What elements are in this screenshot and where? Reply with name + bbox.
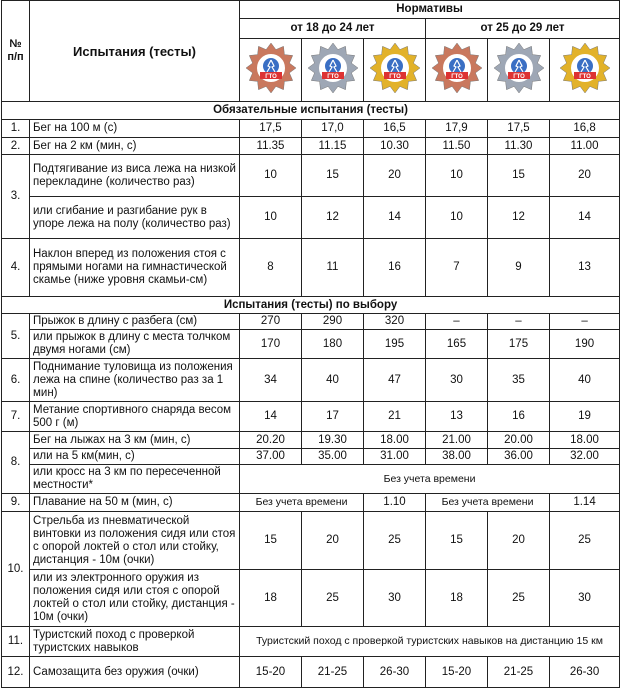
norm-value: 10 xyxy=(240,155,302,197)
test-name: или сгибание и разгибание рук в упоре лежа на полу (количество раз) xyxy=(30,197,240,239)
norm-value: 15-20 xyxy=(240,657,302,688)
table-row xyxy=(2,402,620,432)
table-row xyxy=(2,465,620,494)
norm-value: 25 xyxy=(364,512,426,570)
norm-value: 15 xyxy=(302,155,364,197)
norm-value: 18.00 xyxy=(550,432,620,449)
norm-value: 18 xyxy=(240,570,302,627)
norm-value: 20 xyxy=(302,512,364,570)
norm-value: 20 xyxy=(488,512,550,570)
tests-header: Испытания (тесты) xyxy=(30,1,240,102)
norm-value: 11.00 xyxy=(550,138,620,155)
table-row xyxy=(2,239,620,297)
norm-value: 36.00 xyxy=(488,449,550,465)
test-name: или кросс на 3 км по пересеченной местности* xyxy=(30,465,240,494)
norm-value: – xyxy=(550,314,620,330)
norm-value: 19 xyxy=(550,402,620,432)
norm-value: 11.15 xyxy=(302,138,364,155)
test-name: или на 5 км(мин, с) xyxy=(30,449,240,465)
test-name: Бег на 100 м (с) xyxy=(30,120,240,138)
row-number: 4. xyxy=(2,239,30,297)
norm-value: 37.00 xyxy=(240,449,302,465)
norm-value: 190 xyxy=(550,330,620,359)
table-row xyxy=(2,512,620,570)
norm-value: 35 xyxy=(488,359,550,402)
norm-value: 15 xyxy=(426,512,488,570)
table-row xyxy=(2,155,620,197)
test-name: Бег на лыжах на 3 км (мин, с) xyxy=(30,432,240,449)
norm-value: 270 xyxy=(240,314,302,330)
norm-value: 20 xyxy=(550,155,620,197)
age-group-18-24: от 18 до 24 лет xyxy=(240,19,426,39)
norm-value: 30 xyxy=(364,570,426,627)
norm-value: 14 xyxy=(550,197,620,239)
num-header: № п/п xyxy=(2,1,30,102)
test-name: Прыжок в длину с разбега (см) xyxy=(30,314,240,330)
norm-value: 21 xyxy=(364,402,426,432)
row-number: 3. xyxy=(2,155,30,239)
svg-text:ГТО: ГТО xyxy=(388,74,401,80)
row-number: 11. xyxy=(2,627,30,657)
row-number: 2. xyxy=(2,138,30,155)
norm-value: 1.14 xyxy=(550,494,620,512)
test-name: Стрельба из пневматической винтовки из положения сидя или стоя с опорой локтей о стол или стойку, дистанция - 10м (очки) xyxy=(30,512,240,570)
norm-value: 20 xyxy=(364,155,426,197)
gold-badge-icon xyxy=(364,39,426,102)
svg-text:ГТО: ГТО xyxy=(264,74,277,80)
section-optional: Испытания (тесты) по выбору xyxy=(2,297,620,314)
norm-value: 16,5 xyxy=(364,120,426,138)
norm-value: 10 xyxy=(240,197,302,239)
test-name: Бег на 2 км (мин, с) xyxy=(30,138,240,155)
norm-value: 8 xyxy=(240,239,302,297)
section-mandatory: Обязательные испытания (тесты) xyxy=(2,102,620,120)
norm-value: 21.00 xyxy=(426,432,488,449)
norm-value: 34 xyxy=(240,359,302,402)
test-name: Самозащита без оружия (очки) xyxy=(30,657,240,688)
norm-value: 17,9 xyxy=(426,120,488,138)
row-number: 5. xyxy=(2,314,30,359)
table-row xyxy=(2,627,620,657)
norm-value: 26-30 xyxy=(364,657,426,688)
norm-value: 25 xyxy=(488,570,550,627)
test-name: Наклон вперед из положения стоя с прямыми ногами на гимнастической скамье (ниже уровня скамьи-см) xyxy=(30,239,240,297)
norm-value: Без учета времени xyxy=(240,494,364,512)
table-row xyxy=(2,120,620,138)
table-row xyxy=(2,359,620,402)
bronze-badge-icon xyxy=(426,39,488,102)
norm-value: 16,8 xyxy=(550,120,620,138)
merged-value: Туристский поход с проверкой туристских навыков на дистанцию 15 км xyxy=(240,627,620,657)
norm-value: 11.35 xyxy=(240,138,302,155)
norm-value: 14 xyxy=(364,197,426,239)
norm-value: 17,5 xyxy=(240,120,302,138)
norm-value: 170 xyxy=(240,330,302,359)
row-number: 9. xyxy=(2,494,30,512)
norm-value: 15-20 xyxy=(426,657,488,688)
test-name: или из электронного оружия из положения сидя или стоя с опорой локтей о стол или стойку, дистанция - 10м (очки) xyxy=(30,570,240,627)
norm-value: 11.30 xyxy=(488,138,550,155)
svg-text:ГТО: ГТО xyxy=(450,74,463,80)
norm-value: 10.30 xyxy=(364,138,426,155)
norm-value: 13 xyxy=(550,239,620,297)
norm-value: 17,0 xyxy=(302,120,364,138)
table-row xyxy=(2,330,620,359)
norm-value: 11 xyxy=(302,239,364,297)
norm-value: 17,5 xyxy=(488,120,550,138)
norm-value: 47 xyxy=(364,359,426,402)
norm-value: 25 xyxy=(550,512,620,570)
test-name: Туристский поход с проверкой туристских навыков xyxy=(30,627,240,657)
norm-value: – xyxy=(488,314,550,330)
norm-value: 7 xyxy=(426,239,488,297)
table-row xyxy=(2,570,620,627)
norm-value: 38.00 xyxy=(426,449,488,465)
norm-value: 32.00 xyxy=(550,449,620,465)
norm-value: 19.30 xyxy=(302,432,364,449)
row-number: 8. xyxy=(2,432,30,494)
test-name: Подтягивание из виса лежа на низкой перекладине (количество раз) xyxy=(30,155,240,197)
silver-badge-icon xyxy=(302,39,364,102)
norm-value: 10 xyxy=(426,197,488,239)
norm-value: 165 xyxy=(426,330,488,359)
row-number: 1. xyxy=(2,120,30,138)
norm-value: 16 xyxy=(364,239,426,297)
norm-value: 15 xyxy=(240,512,302,570)
norm-value: 20.00 xyxy=(488,432,550,449)
norm-value: 13 xyxy=(426,402,488,432)
table-row xyxy=(2,314,620,330)
row-number: 6. xyxy=(2,359,30,402)
row-number: 7. xyxy=(2,402,30,432)
norm-value: 1.10 xyxy=(364,494,426,512)
norm-value: 290 xyxy=(302,314,364,330)
norm-value: 9 xyxy=(488,239,550,297)
table-row xyxy=(2,432,620,449)
norms-table xyxy=(1,0,620,688)
norm-value: – xyxy=(426,314,488,330)
svg-text:ГТО: ГТО xyxy=(578,74,591,80)
norm-value: 12 xyxy=(488,197,550,239)
norm-value: 195 xyxy=(364,330,426,359)
norm-value: Без учета времени xyxy=(426,494,550,512)
norm-value: 11.50 xyxy=(426,138,488,155)
table-row xyxy=(2,494,620,512)
norm-value: 21-25 xyxy=(302,657,364,688)
gold-badge-icon xyxy=(550,39,620,102)
norm-value: 175 xyxy=(488,330,550,359)
row-number: 10. xyxy=(2,512,30,627)
norm-value: 18.00 xyxy=(364,432,426,449)
norm-value: 31.00 xyxy=(364,449,426,465)
bronze-badge-icon xyxy=(240,39,302,102)
table-row xyxy=(2,657,620,688)
svg-text:ГТО: ГТО xyxy=(512,74,525,80)
norm-value: 15 xyxy=(488,155,550,197)
svg-text:ГТО: ГТО xyxy=(326,74,339,80)
table-row xyxy=(2,138,620,155)
norm-value: 26-30 xyxy=(550,657,620,688)
table-row xyxy=(2,197,620,239)
silver-badge-icon xyxy=(488,39,550,102)
test-name: Плавание на 50 м (мин, с) xyxy=(30,494,240,512)
norm-value: 12 xyxy=(302,197,364,239)
norms-header: Нормативы xyxy=(240,1,620,19)
table-row xyxy=(2,449,620,465)
test-name: или прыжок в длину с места толчком двумя ногами (см) xyxy=(30,330,240,359)
row-number: 12. xyxy=(2,657,30,688)
norm-value: 20.20 xyxy=(240,432,302,449)
norm-value: 35.00 xyxy=(302,449,364,465)
norm-value: 40 xyxy=(550,359,620,402)
merged-value: Без учета времени xyxy=(240,465,620,494)
norm-value: 40 xyxy=(302,359,364,402)
norm-value: 18 xyxy=(426,570,488,627)
norm-value: 180 xyxy=(302,330,364,359)
age-group-25-29: от 25 до 29 лет xyxy=(426,19,620,39)
norm-value: 17 xyxy=(302,402,364,432)
norm-value: 30 xyxy=(426,359,488,402)
norm-value: 21-25 xyxy=(488,657,550,688)
test-name: Метание спортивного снаряда весом 500 г (м) xyxy=(30,402,240,432)
norm-value: 25 xyxy=(302,570,364,627)
test-name: Поднимание туловища из положения лежа на спине (количество раз за 1 мин) xyxy=(30,359,240,402)
norm-value: 10 xyxy=(426,155,488,197)
norm-value: 30 xyxy=(550,570,620,627)
norm-value: 16 xyxy=(488,402,550,432)
norm-value: 320 xyxy=(364,314,426,330)
norm-value: 14 xyxy=(240,402,302,432)
